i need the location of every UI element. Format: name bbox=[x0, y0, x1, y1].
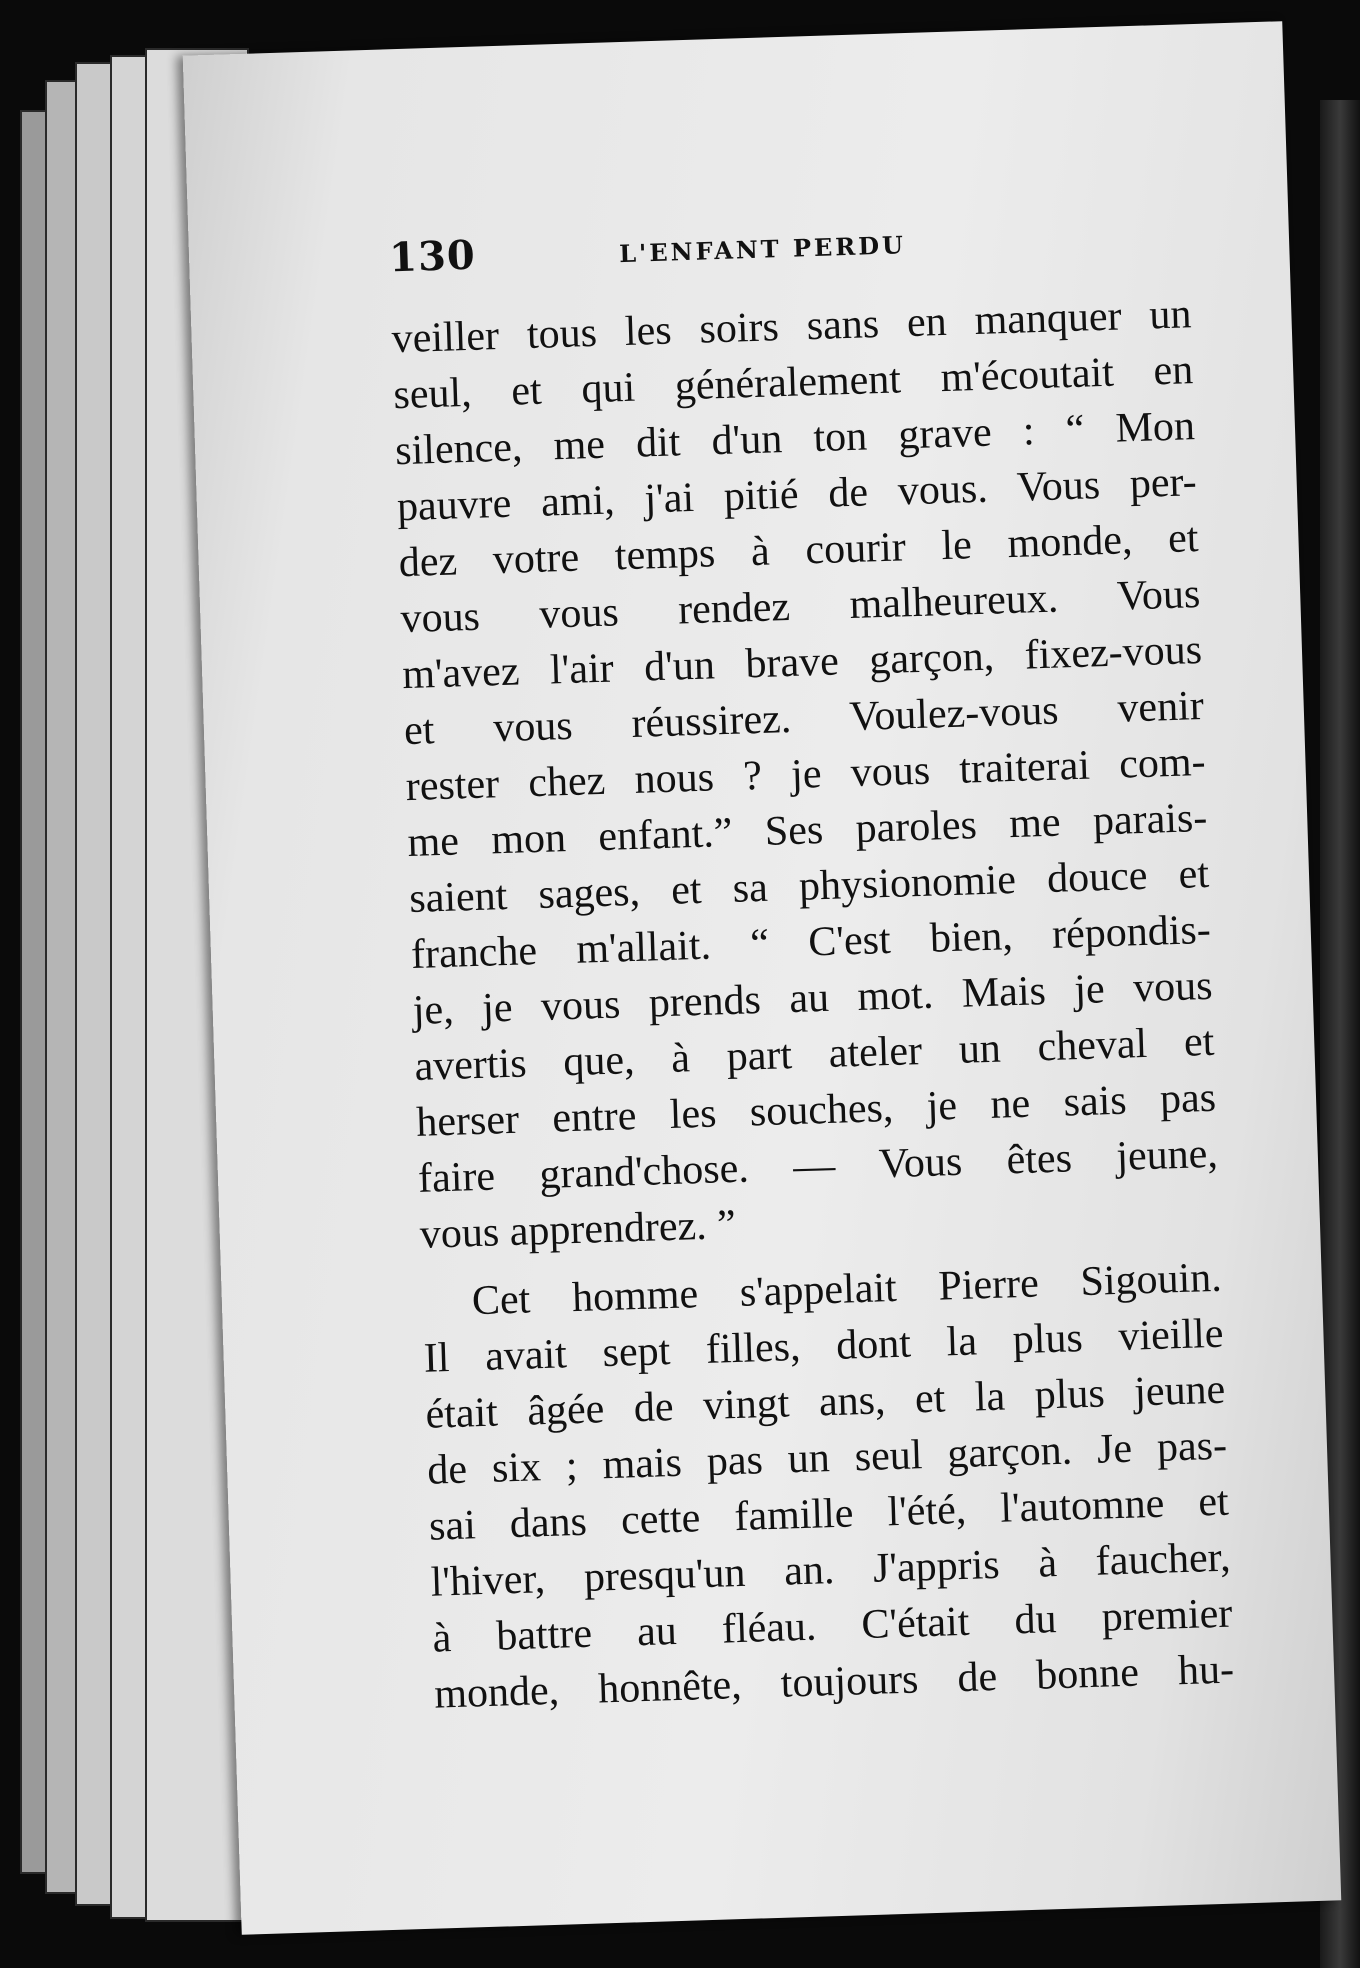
book-page bbox=[183, 21, 1342, 1935]
text-line: franche m'allait. “ C'est bien, répondis- bbox=[410, 906, 1212, 978]
book-title: L'ENFANT PERDU bbox=[618, 230, 907, 269]
text-line: monde, honnête, toujours de bonne hu- bbox=[433, 1646, 1235, 1718]
text-line: vous vous rendez malheureux. Vous bbox=[399, 571, 1201, 643]
text-line: m'avez l'air d'un brave garçon, fixez-vous bbox=[401, 627, 1203, 699]
text-line: et vous réussirez. Voulez-vous venir bbox=[403, 683, 1205, 755]
text-line: sai dans cette famille l'été, l'automne et bbox=[428, 1478, 1230, 1550]
text-line: saient sages, et sa physionomie douce et bbox=[408, 850, 1210, 923]
text-line: Cet homme s'appelait Pierre Sigouin. bbox=[471, 1254, 1223, 1325]
paragraph bbox=[391, 286, 1221, 1263]
running-head bbox=[388, 215, 1008, 282]
text-line: me mon enfant.” Ses paroles me parais- bbox=[406, 794, 1208, 867]
text-line: seul, et qui généralement m'écoutait en bbox=[392, 347, 1194, 419]
text-line: l'hiver, presqu'un an. J'appris à faucher, bbox=[430, 1534, 1232, 1606]
text-line: silence, me dit d'un ton grave : “ Mon bbox=[394, 403, 1196, 475]
text-line: était âgée de vingt ans, et la plus jeune bbox=[424, 1366, 1226, 1438]
text-line: de six ; mais pas un seul garçon. Je pas- bbox=[426, 1422, 1228, 1494]
text-line: pauvre ami, j'ai pitié de vous. Vous per- bbox=[396, 459, 1198, 531]
text-line: veiller tous les soirs sans en manquer un bbox=[391, 291, 1193, 363]
text-line: herser entre les souches, je ne sais pas bbox=[415, 1074, 1217, 1146]
body-text bbox=[391, 286, 1235, 1722]
text-line: dez votre temps à courir le monde, et bbox=[398, 515, 1200, 587]
text-line: je, je vous prends au mot. Mais je vous bbox=[412, 962, 1214, 1034]
text-line: faire grand'chose. — Vous êtes jeune, bbox=[417, 1130, 1219, 1202]
page-number: 130 bbox=[388, 231, 477, 282]
text-line: Il avait sept filles, dont la plus vieille bbox=[423, 1310, 1225, 1382]
text-line: vous apprendrez. ” bbox=[419, 1201, 737, 1258]
text-line: rester chez nous ? je vous traiterai com- bbox=[405, 738, 1207, 811]
paragraph bbox=[421, 1250, 1235, 1723]
text-line: à battre au fléau. C'était du premier bbox=[431, 1590, 1233, 1662]
text-line: avertis que, à part ateler un cheval et bbox=[413, 1018, 1215, 1090]
